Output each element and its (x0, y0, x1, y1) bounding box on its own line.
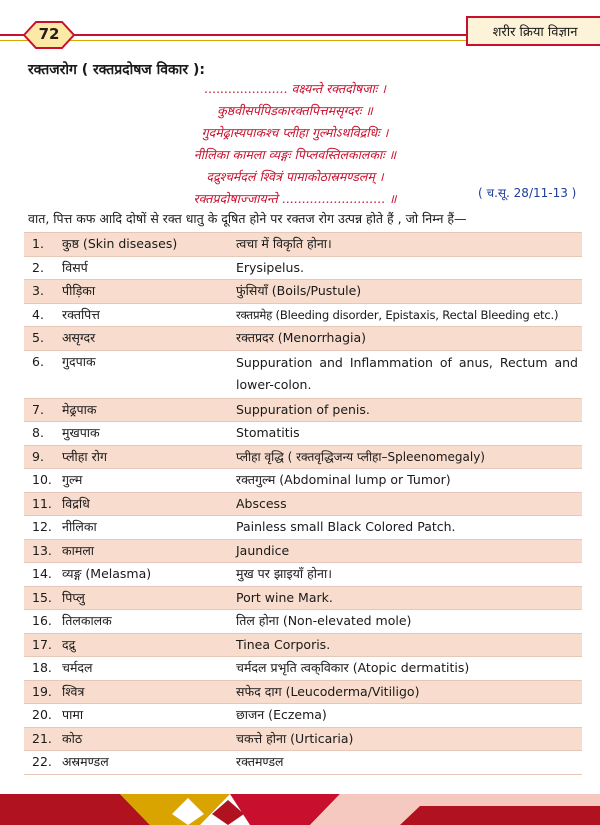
disease-table (24, 232, 582, 775)
table-row (24, 610, 582, 634)
table-row (24, 257, 582, 281)
disease-name: पीड़िका (62, 283, 96, 298)
disease-name: विद्रधि (62, 495, 90, 511)
table-row (24, 469, 582, 493)
disease-description: रक्तगुल्म (Abdominal lump or Tumor) (236, 472, 451, 487)
disease-name: पामा (62, 707, 84, 722)
disease-name: कामला (62, 542, 95, 558)
disease-description: रक्तप्रमेह (Bleeding disorder, Epistaxis, Rectal Bleeding etc.) (236, 307, 559, 322)
disease-name: कुष्ठ (Skin diseases) (62, 236, 178, 251)
disease-description: सफेद दाग (Leucoderma/Vitiligo) (236, 683, 420, 699)
disease-description: Port wine Mark. (236, 589, 333, 605)
table-row (24, 587, 582, 611)
verse-citation: ( च.सू. 28/11-13 ) (478, 186, 577, 200)
row-number: 13. (32, 542, 52, 558)
table-row (24, 728, 582, 752)
table-row (24, 446, 582, 470)
table-row (24, 493, 582, 517)
row-number: 14. (32, 566, 52, 581)
disease-description: मुख पर झाइयाँ होना। (236, 566, 332, 581)
page-footer (0, 788, 600, 825)
table-row (24, 704, 582, 728)
row-number: 22. (32, 754, 52, 769)
disease-name: चर्मदल (62, 660, 93, 675)
table-row (24, 634, 582, 658)
disease-description: Jaundice (236, 542, 290, 558)
row-number: 3. (32, 283, 44, 298)
disease-description: Stomatitis (236, 425, 300, 440)
table-row (24, 233, 582, 257)
verse-line: दद्रुश्चर्मदलं श्वित्रं पामाकोठास्रमण्डलम् । (206, 169, 384, 184)
disease-name: पिप्लु (62, 589, 85, 605)
disease-name: तिलकालक (62, 613, 112, 628)
disease-description: फुंसियाँ (Boils/Pustule) (236, 283, 362, 298)
row-number: 17. (32, 636, 52, 652)
disease-description: Painless small Black Colored Patch. (236, 519, 456, 534)
disease-name: मेढ्रपाक (62, 401, 97, 417)
disease-description: छाजन (Eczema) (236, 707, 327, 722)
verse-line: गुदमेढ्रास्यपाकश्च प्लीहा गुल्मोऽथविद्रधिः । (201, 125, 389, 140)
table-row (24, 751, 582, 775)
disease-name: गुल्म (62, 472, 83, 487)
book-title-box (466, 16, 600, 46)
disease-name: प्लीहा रोग (62, 448, 108, 464)
row-number: 8. (32, 425, 44, 440)
table-row (24, 657, 582, 681)
disease-name: श्वित्र (62, 683, 85, 699)
table-row (24, 422, 582, 446)
row-number: 19. (32, 683, 52, 699)
row-number: 11. (32, 495, 52, 511)
row-number: 9. (32, 448, 44, 464)
table-row (24, 563, 582, 587)
table-row (24, 399, 582, 423)
row-number: 15. (32, 589, 52, 605)
row-number: 20. (32, 707, 52, 722)
row-number: 10. (32, 472, 52, 487)
table-row (24, 351, 582, 399)
disease-name: विसर्प (62, 259, 88, 275)
row-number: 5. (32, 330, 44, 345)
disease-description: तिल होना (Non-elevated mole) (236, 613, 412, 628)
disease-name: व्यङ्ग (Melasma) (62, 566, 152, 581)
disease-description: त्वचा में विकृति होना। (236, 236, 332, 251)
table-row (24, 280, 582, 304)
row-number: 1. (32, 236, 44, 251)
verse-line: नीलिका कामला व्यङ्गः पिप्लवस्तिलकालकाः ॥ (193, 147, 397, 162)
disease-name: गुदपाक (62, 353, 96, 369)
row-number: 16. (32, 613, 52, 628)
table-row (24, 327, 582, 351)
table-row (24, 516, 582, 540)
footer-band-icon (0, 788, 600, 825)
disease-name: रक्तपित्त (62, 306, 100, 322)
disease-name: मुखपाक (62, 425, 100, 440)
disease-description: Tinea Corporis. (236, 636, 331, 652)
disease-description: प्लीहा वृद्धि ( रक्तवृद्धिजन्य प्लीहा–Spleenomegaly) (236, 449, 485, 464)
disease-description: Erysipelus. (236, 259, 304, 275)
verse-line: रक्तप्रदोषाज्जायन्ते .......................... ॥ (193, 191, 397, 206)
row-number: 7. (32, 401, 44, 417)
disease-description: चकत्ते होना (Urticaria) (236, 730, 354, 746)
table-row (24, 681, 582, 705)
row-number: 4. (32, 306, 44, 322)
table-row (24, 540, 582, 564)
book-title: शरीर क्रिया विज्ञान (492, 25, 578, 40)
verse-line: ..................... वक्ष्यन्ते रक्तदोषजाः । (204, 81, 386, 96)
row-number: 21. (32, 730, 52, 746)
disease-name: दद्रु (62, 636, 76, 652)
section-heading: रक्तजरोग ( रक्तप्रदोषज विकार ): (28, 62, 205, 78)
row-number: 6. (32, 353, 44, 369)
page-number-badge (22, 20, 76, 50)
page-header (0, 0, 600, 52)
disease-name: अस्रमण्डल (62, 754, 109, 769)
row-number: 2. (32, 259, 44, 275)
disease-description: चर्मदल प्रभृति त्वक्‌विकार (Atopic dermatitis) (236, 660, 470, 675)
sanskrit-verse (60, 78, 530, 210)
table-row (24, 304, 582, 328)
row-number: 18. (32, 660, 52, 675)
disease-description: रक्तमण्डल (236, 754, 284, 769)
disease-description: Suppuration of penis. (236, 401, 370, 417)
verse-line: कुष्ठवीसर्पपिडकारक्तपित्तमसृग्दरः ॥ (217, 103, 373, 118)
disease-description: रक्तप्रदर (Menorrhagia) (236, 330, 367, 345)
disease-description: Abscess (236, 495, 287, 511)
disease-name: कोठ (62, 730, 83, 746)
disease-name: असृग्दर (62, 330, 96, 345)
disease-description: Suppuration and Inflammation of anus, Rectum and lower-colon. (236, 354, 578, 392)
page-number: 72 (38, 25, 60, 43)
disease-name: नीलिका (62, 519, 97, 534)
row-number: 12. (32, 519, 52, 534)
intro-text: वात, पित्त कफ आदि दोषों से रक्त धातु के दूषित होने पर रक्तज रोग उत्पन्न होते हैं , जो निम्न हैं— (28, 211, 467, 226)
